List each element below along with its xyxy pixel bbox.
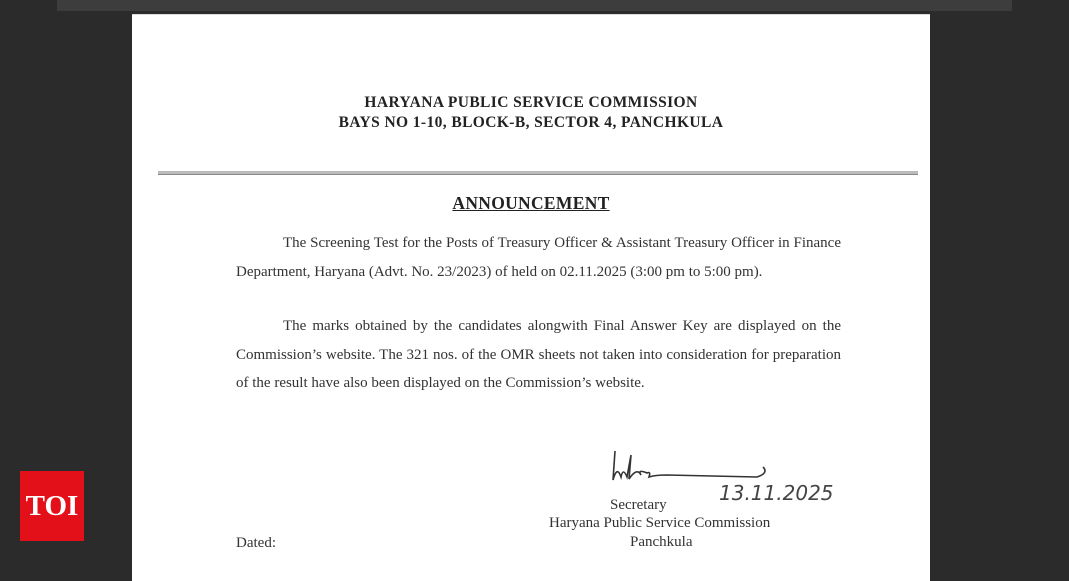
org-address: BAYS NO 1-10, BLOCK-B, SECTOR 4, PANCHKULA [338, 114, 724, 131]
header-divider [158, 171, 918, 175]
document-page [132, 14, 930, 581]
org-name: HARYANA PUBLIC SERVICE COMMISSION [364, 94, 698, 111]
signature [607, 445, 837, 505]
signatory-org: Haryana Public Service Commission [549, 515, 771, 531]
toi-logo: TOI [20, 471, 84, 541]
signature-date: 13.11.2025 [719, 481, 834, 505]
top-bar [57, 0, 1012, 11]
dated-label: Dated: [236, 535, 276, 551]
signatory-place: Panchkula [630, 534, 693, 550]
paragraph-1 [236, 229, 841, 286]
document-title: ANNOUNCEMENT [452, 193, 610, 213]
paragraph-2-text: The marks obtained by the candidates alongwith Final Answer Key are displayed on the Commission’s website. The 321 nos. of the OMR sheets not taken into consideration for preparation of the result have also been displayed on the Commission’s website. [236, 318, 841, 391]
signatory-title: Secretary [610, 497, 667, 513]
paragraph-2 [236, 312, 841, 398]
paragraph-1-text: The Screening Test for the Posts of Treasury Officer & Assistant Treasury Officer in Finance Department, Haryana (Advt. No. 23/2023) of held on 02.11.2025 (3:00 pm to 5:00 pm). [236, 235, 841, 280]
